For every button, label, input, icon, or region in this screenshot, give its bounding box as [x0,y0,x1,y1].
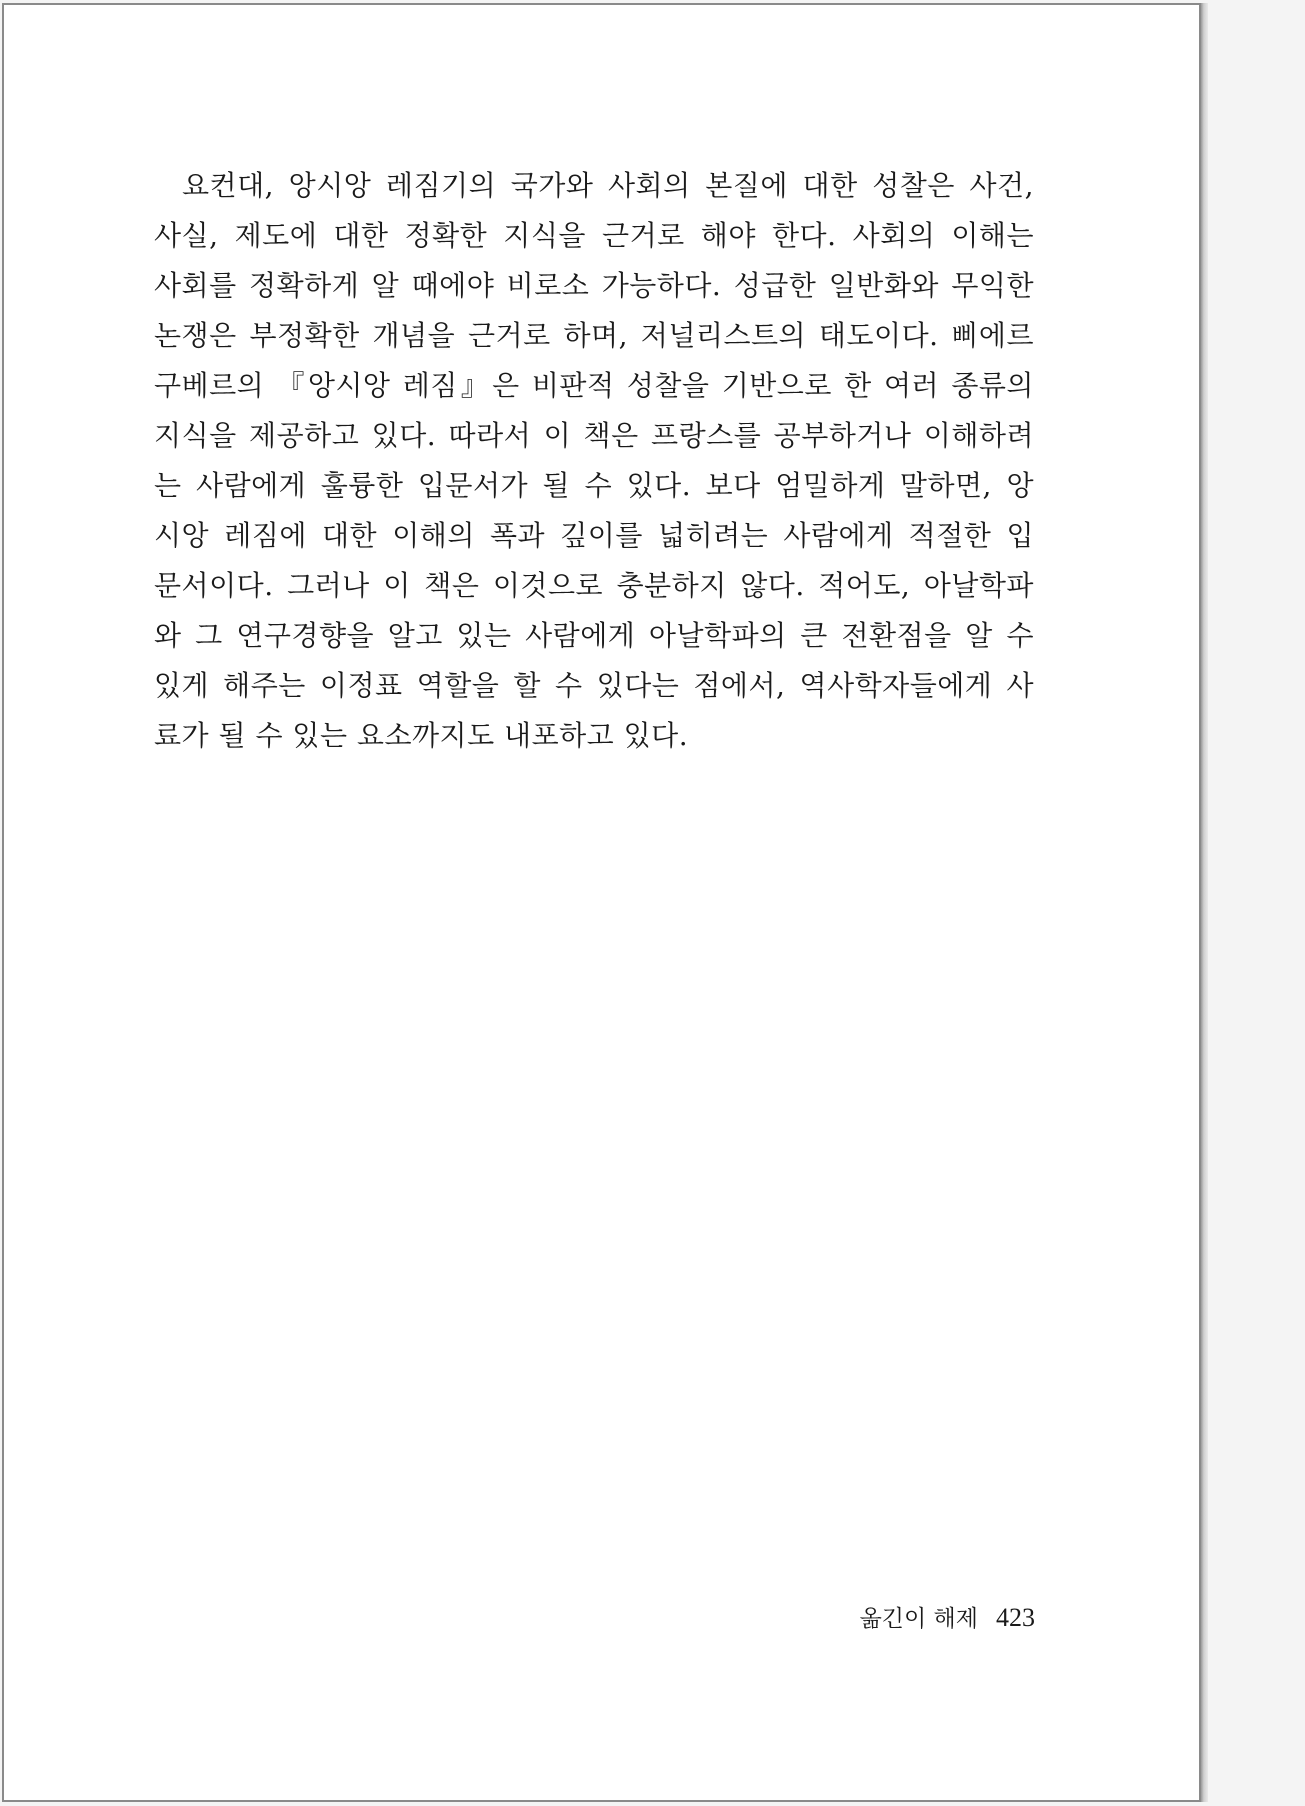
paragraph-line: 논쟁은 부정확한 개념을 근거로 하며, 저널리스트의 태도이다. 삐에르 [154,319,1034,352]
paragraph-line: 지식을 제공하고 있다. 따라서 이 책은 프랑스를 공부하거나 이해하려 [154,419,1034,452]
paragraph-line: 는 사람에게 훌륭한 입문서가 될 수 있다. 보다 엄밀하게 말하면, 앙 [154,469,1034,502]
page-edge-shadow [1201,3,1208,1802]
page-footer [860,1600,1035,1633]
paragraph-line: 구베르의 『앙시앙 레짐』은 비판적 성찰을 기반으로 한 여러 종류의 [154,369,1034,402]
paragraph-line: 요컨대, 앙시앙 레짐기의 국가와 사회의 본질에 대한 성찰은 사건, [182,169,1034,202]
page-number: 423 [996,1603,1035,1632]
body-paragraph [154,161,1034,761]
paragraph-line: 사실, 제도에 대한 정확한 지식을 근거로 해야 한다. 사회의 이해는 [154,219,1034,252]
paragraph-line: 문서이다. 그러나 이 책은 이것으로 충분하지 않다. 적어도, 아날학파 [154,569,1034,602]
paragraph-line: 시앙 레짐에 대한 이해의 폭과 깊이를 넓히려는 사람에게 적절한 입 [154,519,1034,552]
book-page [2,3,1201,1802]
paragraph-line: 있게 해주는 이정표 역할을 할 수 있다는 점에서, 역사학자들에게 사 [154,669,1034,702]
running-head: 옮긴이 해제 [859,1606,978,1632]
paragraph-line: 사회를 정확하게 알 때에야 비로소 가능하다. 성급한 일반화와 무익한 [154,269,1034,302]
paragraph-line: 료가 될 수 있는 요소까지도 내포하고 있다. [154,719,689,752]
paragraph-line: 와 그 연구경향을 알고 있는 사람에게 아날학파의 큰 전환점을 알 수 [154,619,1034,652]
